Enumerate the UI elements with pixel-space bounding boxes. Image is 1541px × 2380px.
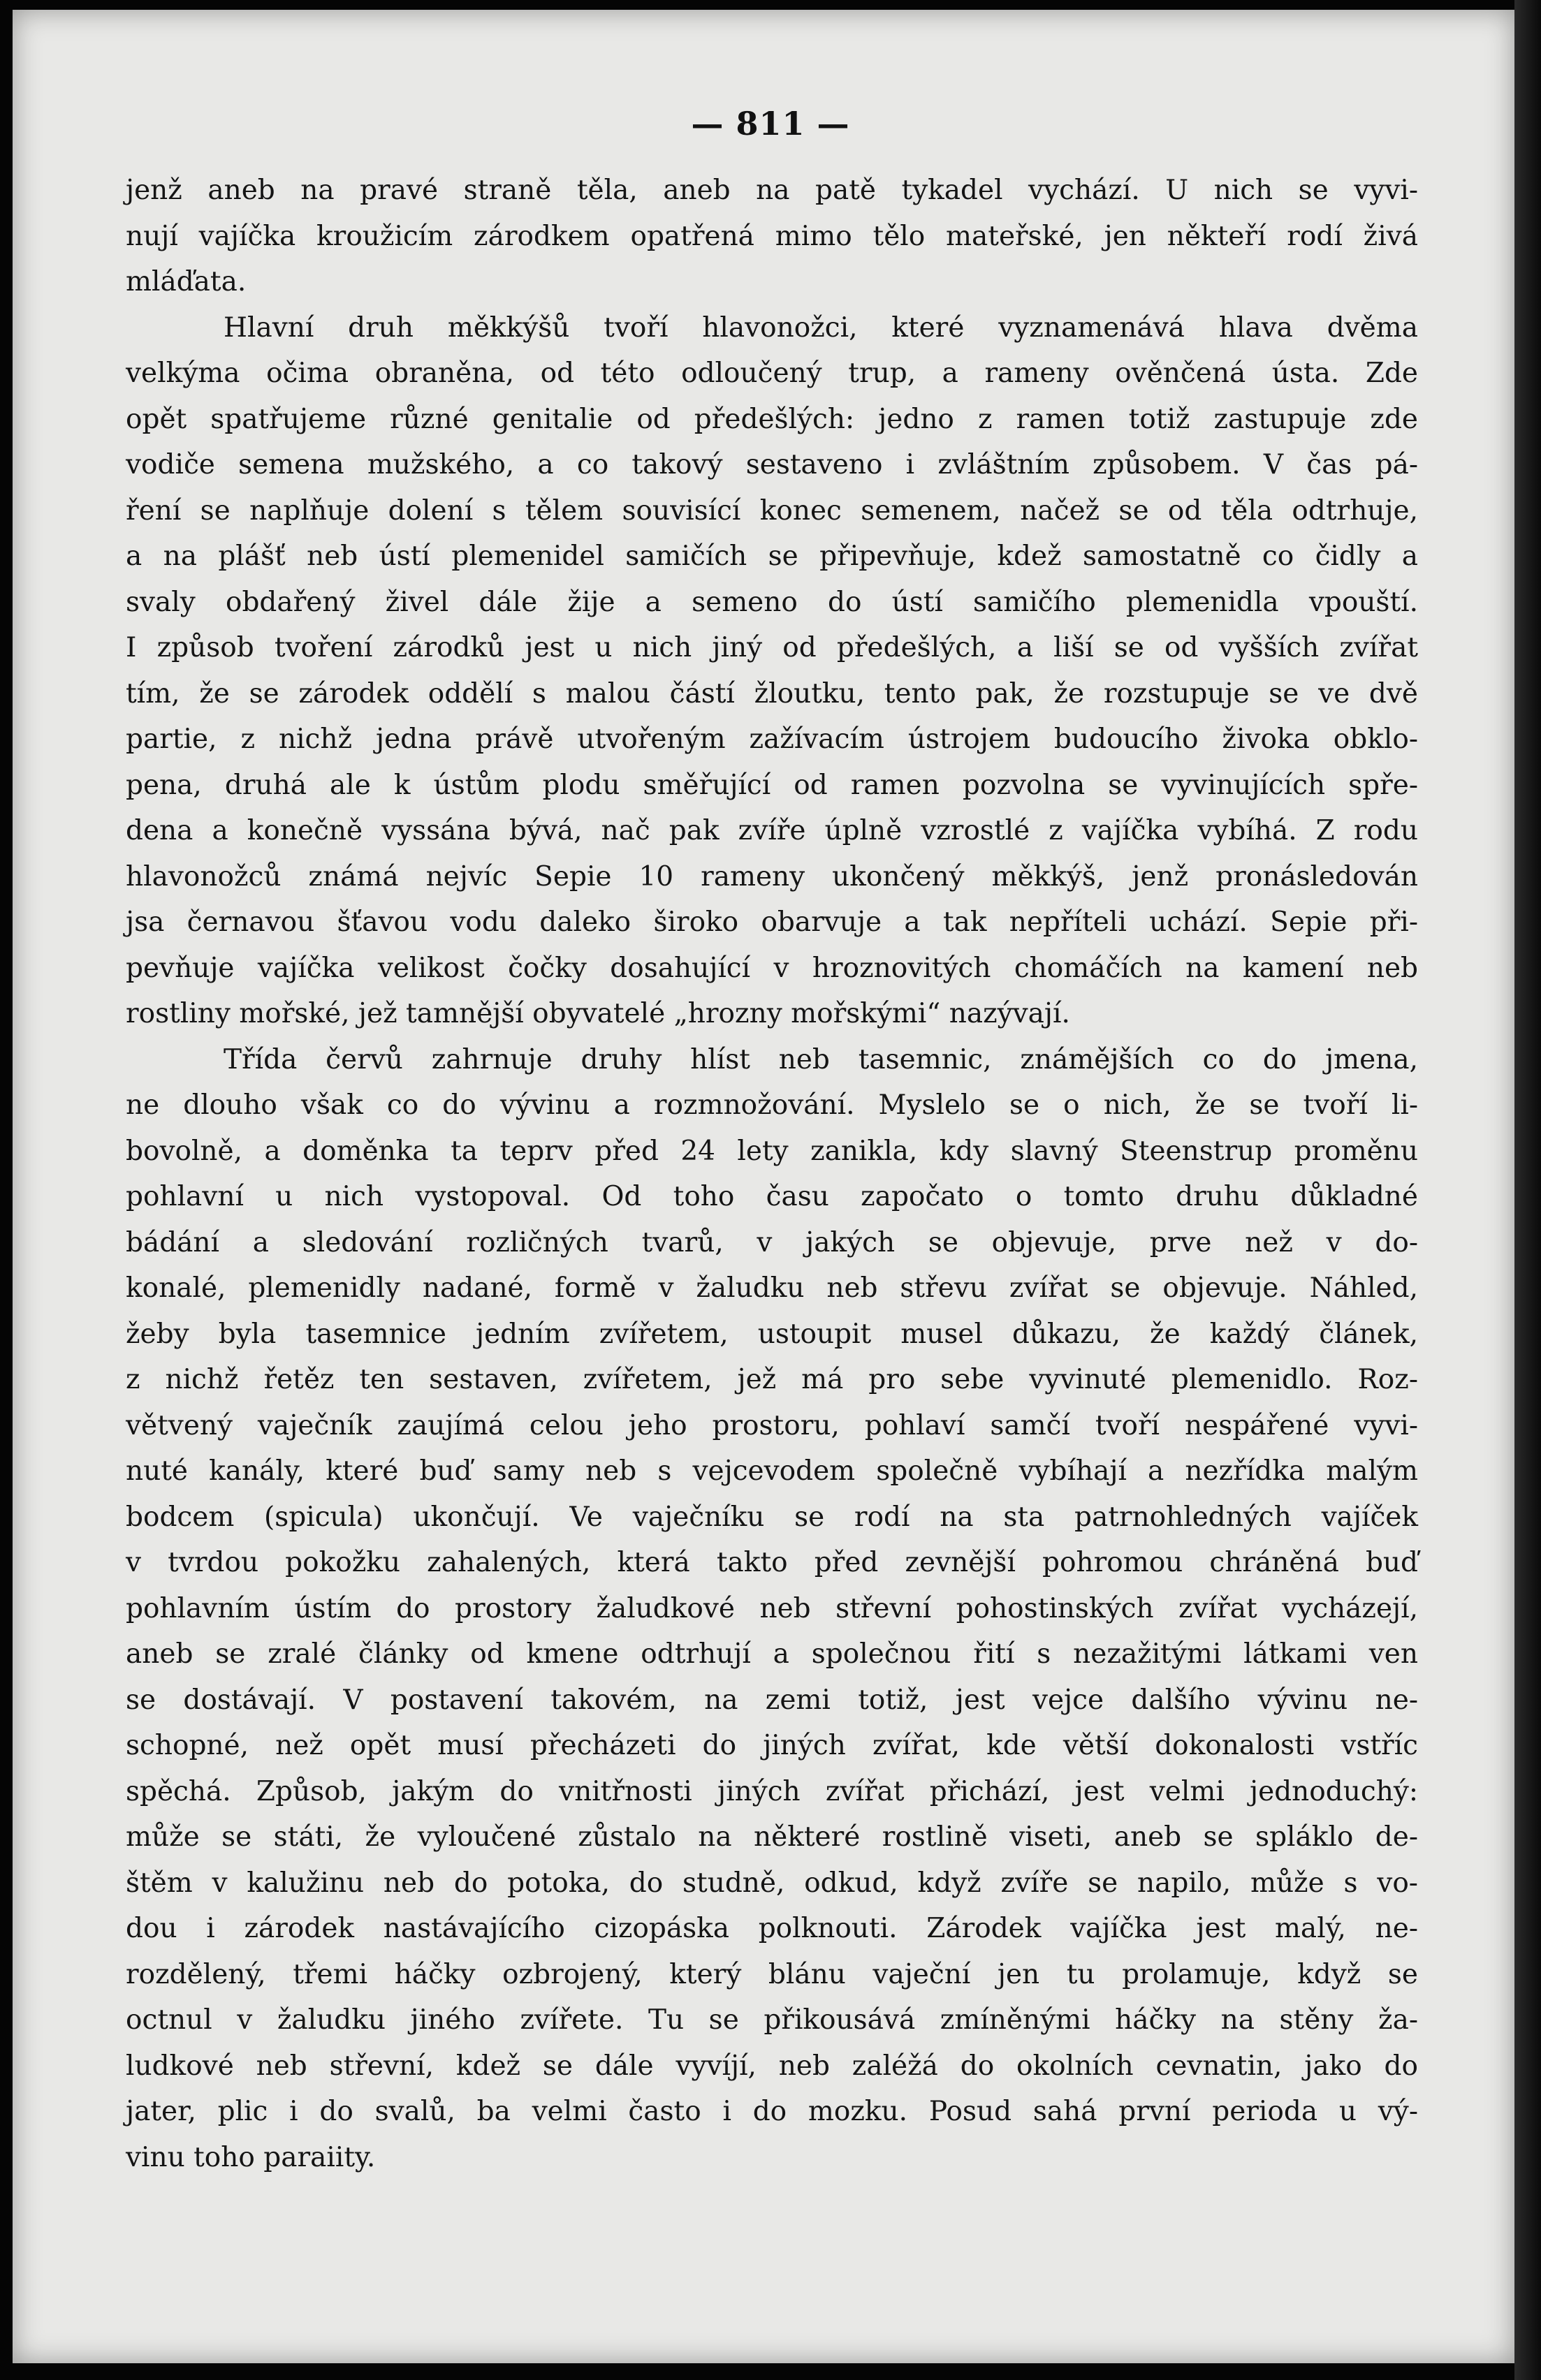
text-line: Třída červů zahrnuje druhy hlíst neb tasemnic, známějších co do jmena, — [224, 1043, 1418, 1075]
text-line: bádání a sledování rozličných tvarů, v jakých se objevuje, prve než v do- — [126, 1226, 1418, 1258]
text-line: pena, druhá ale k ústům plodu směřující od ramen pozvolna se vyvinujících spře- — [126, 769, 1418, 801]
text-line: rostliny mořské, jež tamnější obyvatelé „hrozny mořskými“ nazývají. — [126, 998, 1070, 1029]
text-line: pevňuje vajíčka velikost čočky dosahující v hroznovitých chomáčích na kamení neb — [126, 952, 1418, 984]
text-line: ření se naplňuje dolení s tělem souvisící konec semenem, načež se od těla odtrhuje, — [126, 494, 1418, 527]
body-text — [126, 168, 1418, 2180]
text-line: větvený vaječník zaujímá celou jeho prostoru, pohlaví samčí tvoří nespářené vyvi- — [126, 1409, 1418, 1441]
text-line: I způsob tvoření zárodků jest u nich jiný od předešlých, a liší se od vyšších zvířat — [126, 632, 1418, 663]
text-line: pohlavní u nich vystopoval. Od toho času započato o tomto druhu důkladné — [126, 1181, 1418, 1212]
text-line: spěchá. Způsob, jakým do vnitřnosti jiných zvířat přichází, jest velmi jednoduchý: — [126, 1775, 1418, 1807]
text-line: hlavonožců známá nejvíc Sepie 10 rameny ukončený měkkýš, jenž pronásledován — [126, 860, 1418, 892]
text-line: ludkové neb střevní, kdež se dále vyvíjí, neb zaléžá do okolních cevnatin, jako do — [126, 2050, 1418, 2082]
text-line: rozdělený, třemi háčky ozbrojený, který blánu vaječní jen tu prolamuje, když se — [126, 1958, 1418, 1990]
text-line: Hlavní druh měkkýšů tvoří hlavonožci, které vyznamenává hlava dvěma — [224, 311, 1418, 344]
text-line: jater, plic i do svalů, ba velmi často i do mozku. Posud sahá první perioda u vý- — [126, 2096, 1418, 2127]
text-line: dena a konečně vyssána bývá, nač pak zvíře úplně vzrostlé z vajíčka vybíhá. Z rodu — [126, 815, 1418, 846]
text-line: nuté kanály, které buď samy neb s vejcevodem společně vybíhají a nezřídka malým — [126, 1455, 1418, 1487]
text-line: svaly obdařený živel dále žije a semeno do ústí samičího plemenidla vpouští. — [126, 586, 1418, 618]
text-line: vodiče semena mužského, a co takový sestaveno i zvláštním způsobem. V čas pá- — [126, 449, 1418, 480]
text-line: pohlavním ústím do prostory žaludkové neb střevní pohostinských zvířat vycházejí, — [126, 1592, 1418, 1624]
text-line: vinu toho paraiity. — [126, 2141, 376, 2173]
text-line: dou i zárodek nastávajícího cizopáska polknouti. Zárodek vajíčka jest malý, ne- — [126, 1913, 1418, 1944]
text-line: aneb se zralé články od kmene odtrhují a společnou řití s nezažitými látkami ven — [126, 1638, 1418, 1670]
text-line: ne dlouho však co do vývinu a rozmnožování. Myslelo se o nich, že se tvoří li- — [126, 1089, 1418, 1121]
text-line: jsa černavou šťavou vodu daleko široko obarvuje a tak nepříteli uchází. Sepie při- — [126, 906, 1418, 938]
page-edge-shadow — [1514, 0, 1541, 2380]
text-line: bodcem (spicula) ukončují. Ve vaječníku se rodí na sta patrnohledných vajíček — [126, 1501, 1418, 1533]
text-line: schopné, než opět musí přecházeti do jiných zvířat, kde větší dokonalosti vstříc — [126, 1730, 1418, 1761]
text-line: partie, z nichž jedna právě utvořeným zažívacím ústrojem budoucího živoka obklo- — [126, 723, 1418, 755]
text-line: může se státi, že vyloučené zůstalo na některé rostlině viseti, aneb se spláklo de- — [126, 1821, 1418, 1853]
text-line: opět spatřujeme různé genitalie od předešlých: jedno z ramen totiž zastupuje zde — [126, 403, 1418, 435]
text-line: tím, že se zárodek oddělí s malou částí žloutku, tento pak, že rozstupuje se ve dvě — [126, 677, 1418, 710]
text-line: a na plášť neb ústí plemenidel samičích se připevňuje, kdež samostatně co čidly a — [126, 541, 1418, 572]
text-line: se dostávají. V postavení takovém, na zemi totiž, jest vejce dalšího vývinu ne- — [126, 1684, 1418, 1716]
text-line: octnul v žaludku jiného zvířete. Tu se přikousává zmíněnými háčky na stěny ža- — [126, 2004, 1418, 2036]
text-line: žeby byla tasemnice jedním zvířetem, ustoupit musel důkazu, že každý článek, — [126, 1318, 1418, 1350]
text-line: z nichž řetěz ten sestaven, zvířetem, jež má pro sebe vyvinuté plemenidlo. Roz- — [126, 1364, 1418, 1395]
page-number: — 811 — — [691, 105, 850, 142]
text-line: bovolně, a doměnka ta teprv před 24 lety zanikla, kdy slavný Steenstrup proměnu — [126, 1135, 1418, 1167]
text-line: štěm v kalužinu neb do potoka, do studně, odkud, když zvíře se napilo, může s vo- — [126, 1867, 1418, 1899]
text-line: v tvrdou pokožku zahalených, která takto před zevnější pohromou chráněná buď — [126, 1547, 1418, 1578]
text-line: mláďata. — [126, 266, 247, 298]
text-line: konalé, plemenidly nadané, formě v žaludku neb střevu zvířat se objevuje. Náhled, — [126, 1272, 1418, 1304]
text-line: velkýma očima obraněna, od této odloučený trup, a rameny ověnčená ústa. Zde — [126, 358, 1418, 389]
text-line: jenž aneb na pravé straně těla, aneb na patě tykadel vychází. U nich se vyvi- — [126, 175, 1418, 206]
text-line: nují vajíčka kroužicím zárodkem opatřená mimo tělo mateřské, jen někteří rodí živá — [126, 220, 1418, 252]
